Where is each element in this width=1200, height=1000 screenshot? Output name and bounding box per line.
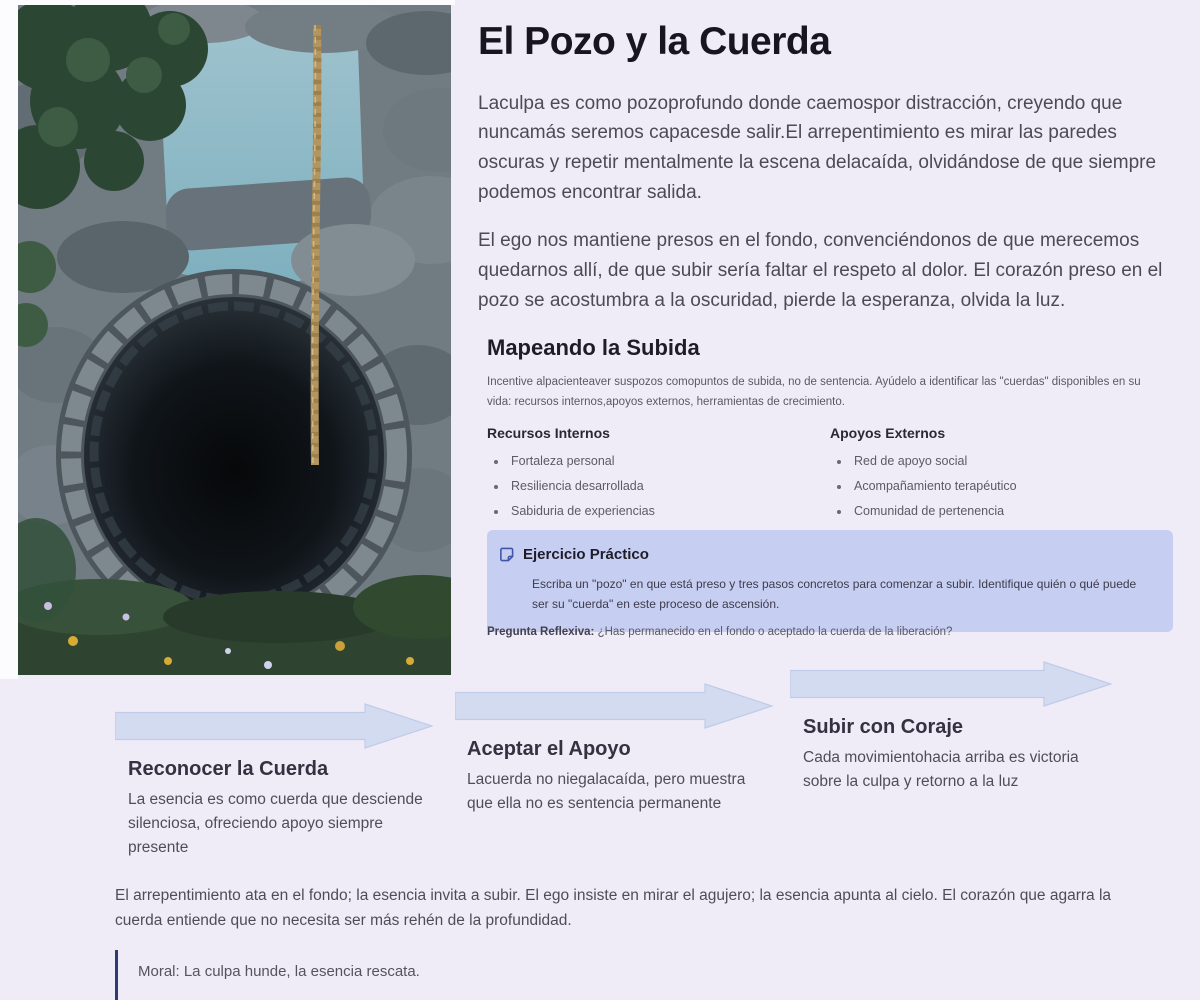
section-heading: Mapeando la Subida [487,335,700,360]
list-item: Sabiduria de experiencias [487,504,830,518]
list-item: Resiliencia desarrollada [487,479,830,493]
list-item: Fortaleza personal [487,454,830,468]
step-title: Aceptar el Apoyo [467,738,631,760]
exercise-body: Escriba un "pozo" en que está preso y tres pasos concretos para comenzar a subir. Identifique quién o qué puede ser su "cuerda" en este proceso de ascensión. [532,577,1137,612]
intro-paragraph-1: Laculpa es como pozoprofundo donde caemospor distracción, creyendo que nuncamás seremos capacesde salir.El arrepentimiento es mirar las paredes oscuras y repetir mentalmente la escena delacaída, olvidándose de que siempre podemos encontrar salida. [478,92,1157,203]
step-1 [128,758,440,860]
arrow-shape-1 [115,703,433,749]
hero-section [478,20,1178,334]
reflexive-question [487,626,952,638]
step-description: La esencia es como cuerda que desciende silenciosa, ofreciendo apoyo siempre presente [128,791,423,857]
reflexive-text: ¿Has permanecido en el fondo o aceptado la cuerda de la liberación? [594,626,953,638]
exercise-title: Ejercicio Práctico [523,546,649,563]
step-3 [803,716,1103,794]
list-item: Red de apoyo social [830,454,1173,468]
left-margin [0,0,18,679]
arrow-shape-2 [455,683,773,729]
column-title: Recursos Internos [487,425,610,441]
list-item: Acompañamiento terapéutico [830,479,1173,493]
step-title: Reconocer la Cuerda [128,758,329,780]
section-intro: Incentive alpacienteaver suspozos comopuntos de subida, no de sentencia. Ayúdelo a identificar las "cuerdas" disponibles en su vida: recursos internos,apoyos externos, herramientas de crecimiento. [487,376,1141,409]
list-item: Comunidad de pertenencia [830,504,1173,518]
step-2 [467,738,767,816]
note-icon [499,547,514,567]
step-title: Subir con Coraje [803,716,964,738]
mapping-section [487,330,1173,660]
page-title: El Pozo y la Cuerda [478,20,831,63]
moral-text: Moral: La culpa hunde, la esencia rescata. [138,963,420,980]
closing-paragraph: El arrepentimiento ata en el fondo; la esencia invita a subir. El ego insiste en mirar el agujero; la esencia apunta al cielo. El corazón que agarra la cuerda entiende que no necesita ser más rehén de la profundidad. [115,887,1112,929]
well-photo-illustration [18,5,451,675]
arrow-shape-3 [790,661,1112,707]
step-description: Lacuerda no niegalacaída, pero muestra que ella no es sentencia permanente [467,771,746,813]
exercise-callout [487,530,1173,632]
column-title: Apoyos Externos [830,425,946,441]
well-photo [18,5,451,675]
intro-paragraph-2: El ego nos mantiene presos en el fondo, convenciéndonos de que merecemos quedarnos allí, de que subir sería faltar el respeto al dolor. El corazón preso en el pozo se acostumbra a la oscuridad, pierde la esperanza, olvida la luz. [478,230,1163,311]
moral-quote [115,950,815,1000]
exercise-header [499,546,1153,567]
reflexive-label: Pregunta Reflexiva: [487,626,595,638]
step-description: Cada movimientohacia arriba es victoria sobre la culpa y retorno a la luz [803,749,1079,791]
